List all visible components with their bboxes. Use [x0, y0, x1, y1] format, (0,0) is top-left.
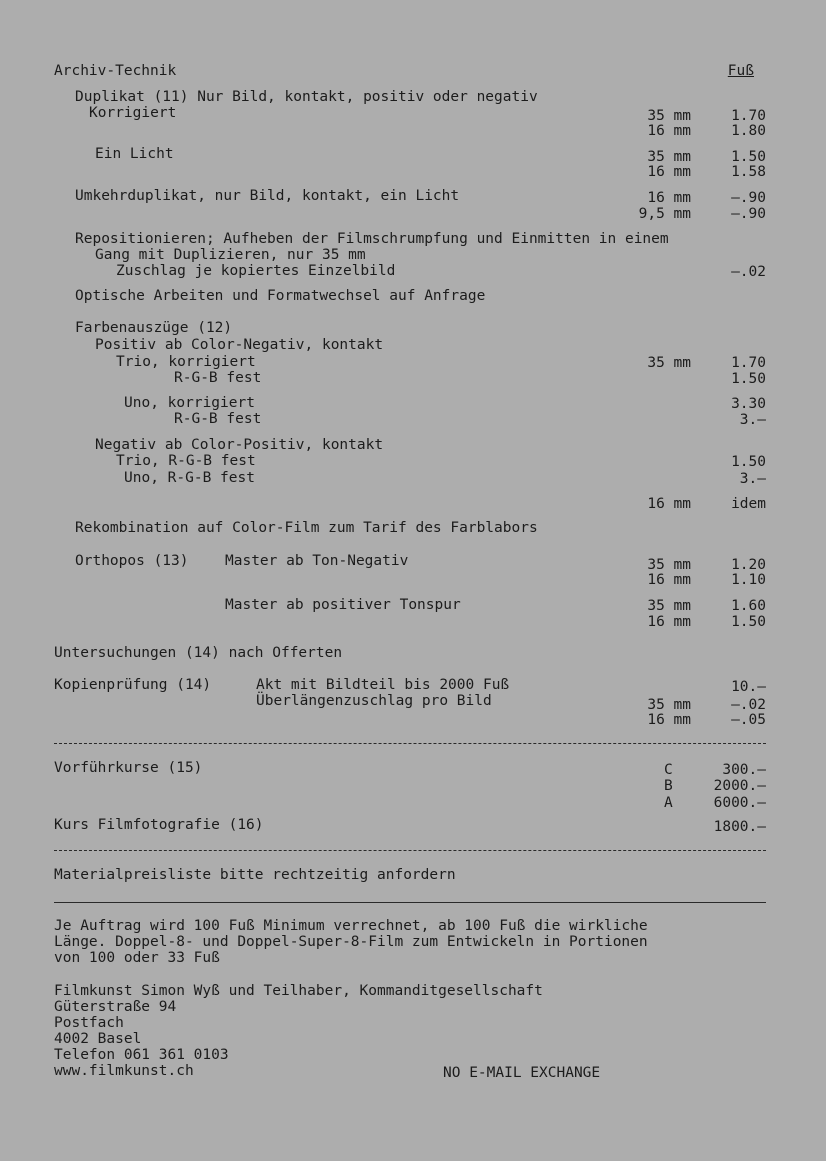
orthopos-master-ton: Master ab Ton-Negativ: [225, 553, 409, 569]
farbauszuege-positiv: Positiv ab Color-Negativ, kontakt: [95, 337, 384, 353]
farbauszuege-neg-trio: Trio, R-G-B fest: [116, 453, 256, 469]
notice-line-1: Je Auftrag wird 100 Fuß Minimum verrechnet, ab 100 Fuß die wirkliche: [54, 918, 648, 934]
price-cell: —.05: [731, 712, 766, 728]
price-cell: 3.30: [731, 396, 766, 412]
solid-divider: [54, 902, 766, 903]
farbauszuege-negativ: Negativ ab Color-Positiv, kontakt: [95, 437, 384, 453]
no-email-note: NO E-MAIL EXCHANGE: [443, 1065, 601, 1081]
price-cell: 300.—: [722, 762, 766, 778]
format-cell: 35 mm: [647, 557, 691, 573]
unit-header-fuss: Fuß: [727, 63, 754, 79]
dashed-divider: [54, 743, 766, 744]
price-cell: —.90: [731, 190, 766, 206]
vorfuehrkurse-label: Vorführkurse (15): [54, 760, 203, 776]
price-cell: 1.60: [731, 598, 766, 614]
untersuchungen: Untersuchungen (14) nach Offerten: [54, 645, 343, 661]
format-cell: 35 mm: [647, 598, 691, 614]
price-cell: idem: [731, 496, 766, 512]
optische-arbeiten: Optische Arbeiten und Formatwechsel auf Anfrage: [75, 288, 486, 304]
price-cell: 1.70: [731, 355, 766, 371]
repositionieren-line-3: Zuschlag je kopiertes Einzelbild: [116, 263, 396, 279]
price-cell: 6000.—: [713, 795, 766, 811]
notice-line-3: von 100 oder 33 Fuß: [54, 950, 220, 966]
farbauszuege-trio-korrigiert: Trio, korrigiert: [116, 354, 256, 370]
price-cell: —.90: [731, 206, 766, 222]
kurs-filmfotografie: Kurs Filmfotografie (16): [54, 817, 264, 833]
kopienpruefung-label: Kopienprüfung (14): [54, 677, 212, 693]
farbauszuege-neg-uno: Uno, R-G-B fest: [124, 470, 255, 486]
format-cell: 35 mm: [647, 149, 691, 165]
orthopos-master-pos: Master ab positiver Tonspur: [225, 597, 461, 613]
price-cell: 1.50: [731, 149, 766, 165]
format-cell: 9,5 mm: [638, 206, 691, 222]
farbauszuege-uno-rgb: R-G-B fest: [174, 411, 262, 427]
repositionieren-line-2: Gang mit Duplizieren, nur 35 mm: [95, 247, 366, 263]
farbauszuege-uno-korrigiert: Uno, korrigiert: [124, 395, 255, 411]
kurs-level-c: C: [664, 762, 673, 778]
format-cell: 16 mm: [647, 712, 691, 728]
price-cell: —.02: [731, 264, 766, 280]
repositionieren-line-1: Repositionieren; Aufheben der Filmschrumpfung und Einmitten in einem: [75, 231, 669, 247]
umkehrduplikat-label: Umkehrduplikat, nur Bild, kontakt, ein Licht: [75, 188, 460, 204]
price-cell: 1800.—: [713, 819, 766, 835]
format-cell: 16 mm: [647, 123, 691, 139]
farbauszuege-trio-rgb: R-G-B fest: [174, 370, 262, 386]
format-cell: 16 mm: [647, 614, 691, 630]
price-cell: 1.80: [731, 123, 766, 139]
price-cell: 1.50: [731, 614, 766, 630]
price-cell: 3.—: [739, 412, 766, 428]
price-cell: 2000.—: [713, 778, 766, 794]
format-cell: 35 mm: [647, 697, 691, 713]
kurs-level-a: A: [664, 795, 673, 811]
notice-line-2: Länge. Doppel-8- und Doppel-Super-8-Film zum Entwickeln in Portionen: [54, 934, 648, 950]
farbauszuege-heading: Farbenauszüge (12): [75, 320, 233, 336]
price-cell: 10.—: [731, 679, 766, 695]
kurs-level-b: B: [664, 778, 673, 794]
price-cell: —.02: [731, 697, 766, 713]
format-cell: 16 mm: [647, 190, 691, 206]
price-cell: 1.50: [731, 454, 766, 470]
price-cell: 1.10: [731, 572, 766, 588]
format-cell: 16 mm: [647, 496, 691, 512]
dashed-divider: [54, 850, 766, 851]
price-cell: 1.70: [731, 108, 766, 124]
address-phone: Telefon 061 361 0103: [54, 1047, 229, 1063]
address-website[interactable]: www.filmkunst.ch: [54, 1063, 194, 1079]
address-city: 4002 Basel: [54, 1031, 142, 1047]
format-cell: 35 mm: [647, 108, 691, 124]
kopienpruefung-akt: Akt mit Bildteil bis 2000 Fuß: [256, 677, 510, 693]
kopienpruefung-ueberlaenge: Überlängenzuschlag pro Bild: [256, 693, 492, 709]
format-cell: 16 mm: [647, 164, 691, 180]
price-cell: 3.—: [739, 471, 766, 487]
materialpreisliste: Materialpreisliste bitte rechtzeitig anfordern: [54, 867, 456, 883]
address-postfach: Postfach: [54, 1015, 124, 1031]
section-heading-archiv: Archiv-Technik: [54, 63, 177, 79]
format-cell: 16 mm: [647, 572, 691, 588]
rekombination: Rekombination auf Color-Film zum Tarif des Farblabors: [75, 520, 538, 536]
duplikat-label: Duplikat (11) Nur Bild, kontakt, positiv oder negativ: [75, 89, 538, 105]
duplikat-ein-licht: Ein Licht: [95, 146, 174, 162]
format-cell: 35 mm: [647, 355, 691, 371]
price-cell: 1.58: [731, 164, 766, 180]
price-cell: 1.20: [731, 557, 766, 573]
price-cell: 1.50: [731, 371, 766, 387]
address-company: Filmkunst Simon Wyß und Teilhaber, Kommanditgesellschaft: [54, 983, 543, 999]
orthopos-label: Orthopos (13): [75, 553, 189, 569]
duplikat-korrigiert: Korrigiert: [89, 105, 177, 121]
address-street: Güterstraße 94: [54, 999, 177, 1015]
